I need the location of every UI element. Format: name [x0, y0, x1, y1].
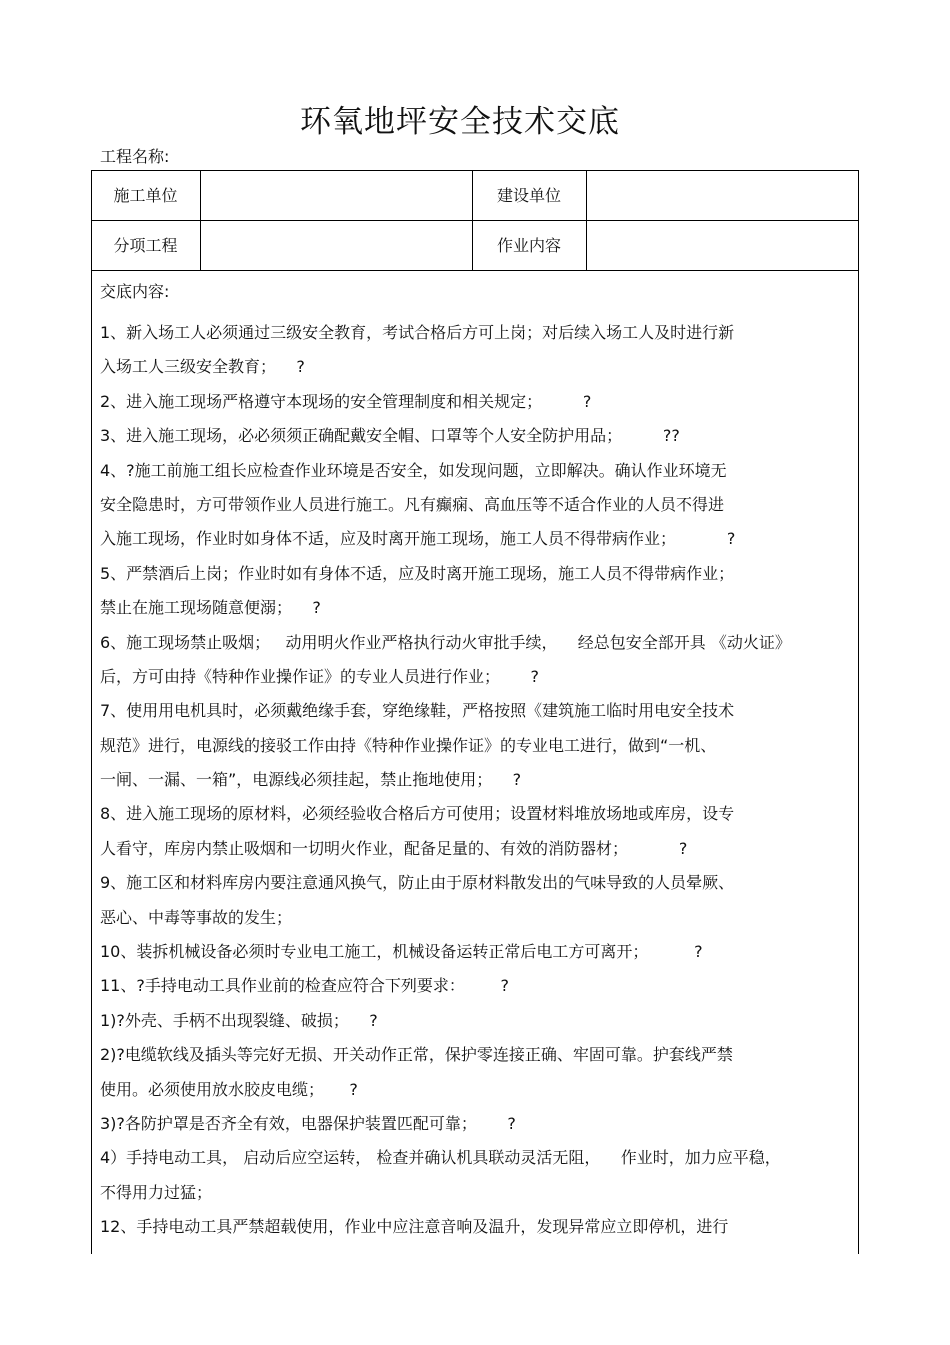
content-line: 使用。必须使用放水胶皮电缆； ? [100, 1079, 358, 1099]
content-line: 人看守，库房内禁止吸烟和一切明火作业，配备足量的、有效的消防器材； ? [100, 838, 688, 858]
content-line: 4）手持电动工具， 启动后应空运转， 检查并确认机具联动灵活无阻， 作业时，加力应平稳， [100, 1148, 781, 1168]
work-content-label: 作业内容 [496, 236, 561, 255]
content-line: 1、新入场工人必须通过三级安全教育，考试合格后方可上岗；对后续入场工人及时进行新 [100, 323, 735, 342]
content-line: 2)?电缆软线及插头等完好无损、开关动作正常，保护零连接正确、牢固可靠。护套线严禁 [100, 1045, 733, 1065]
content-line: 一闸、一漏、一箱”，电源线必须挂起，禁止拖地使用； ? [100, 770, 522, 790]
content-line: 不得用力过猛； [100, 1182, 213, 1202]
disclosure-content [100, 316, 860, 1245]
content-line: 11、?手持电动工具作业前的检查应符合下列要求： ? [100, 976, 509, 996]
table-divider [91, 270, 859, 271]
content-line: 1)?外壳、手柄不出现裂缝、破损； ? [100, 1010, 378, 1030]
content-line: 恶心、中毒等事故的发生； [100, 907, 293, 927]
table-divider [586, 170, 587, 270]
sub-project-label: 分项工程 [113, 236, 178, 255]
construction-unit-label: 施工单位 [113, 186, 178, 205]
content-line: 入场工人三级安全教育； ? [100, 357, 305, 377]
content-line: 6、施工现场禁止吸烟； 动用明火作业严格执行动火审批手续， 经总包安全部开具 《动火证》 [100, 632, 791, 652]
table-divider [200, 170, 201, 270]
document-title: 环氧地坪安全技术交底 [300, 104, 620, 140]
content-line: 后，方可由持《特种作业操作证》的专业人员进行作业； ? [100, 666, 540, 686]
content-line: 12、手持电动工具严禁超载使用，作业中应注意音响及温升，发现异常应立即停机，进行 [100, 1217, 729, 1237]
content-label: 交底内容: [100, 282, 170, 301]
content-line: 4、?施工前施工组长应检查作业环境是否安全，如发现问题，立即解决。确认作业环境无 [100, 460, 727, 480]
project-name-label: 工程名称: [100, 147, 170, 166]
content-line: 8、进入施工现场的原材料，必须经验收合格后方可使用；设置材料堆放场地或库房，设专 [100, 804, 735, 824]
content-line: 9、施工区和材料库房内要注意通风换气，防止由于原材料散发出的气味导致的人员晕厥、 [100, 873, 735, 893]
content-line: 入施工现场，作业时如身体不适，应及时离开施工现场，施工人员不得带病作业； ? [100, 529, 736, 549]
content-line: 规范》进行，电源线的接驳工作由持《特种作业操作证》的专业电工进行，做到“一机、 [100, 735, 717, 755]
content-line: 3、进入施工现场，必必须须正确配戴安全帽、口罩等个人安全防护用品； ?? [100, 426, 680, 446]
table-divider [91, 220, 859, 221]
content-line: 7、使用用电机具时，必须戴绝缘手套，穿绝缘鞋，严格按照《建筑施工临时用电安全技术 [100, 701, 735, 721]
content-line: 安全隐患时，方可带领作业人员进行施工。凡有癫痫、高血压等不适合作业的人员不得进 [100, 494, 725, 514]
content-line: 10、装拆机械设备必须时专业电工施工，机械设备运转正常后电工方可离开； ? [100, 942, 703, 962]
content-line: 3)?各防护罩是否齐全有效，电器保护装置匹配可靠； ? [100, 1113, 516, 1133]
content-line: 5、严禁酒后上岗；作业时如有身体不适，应及时离开施工现场，施工人员不得带病作业； [100, 563, 735, 583]
content-line: 2、进入施工现场严格遵守本现场的安全管理制度和相关规定； ? [100, 391, 592, 411]
owner-unit-label: 建设单位 [496, 186, 561, 205]
content-line: 禁止在施工现场随意便溺； ? [100, 598, 321, 618]
